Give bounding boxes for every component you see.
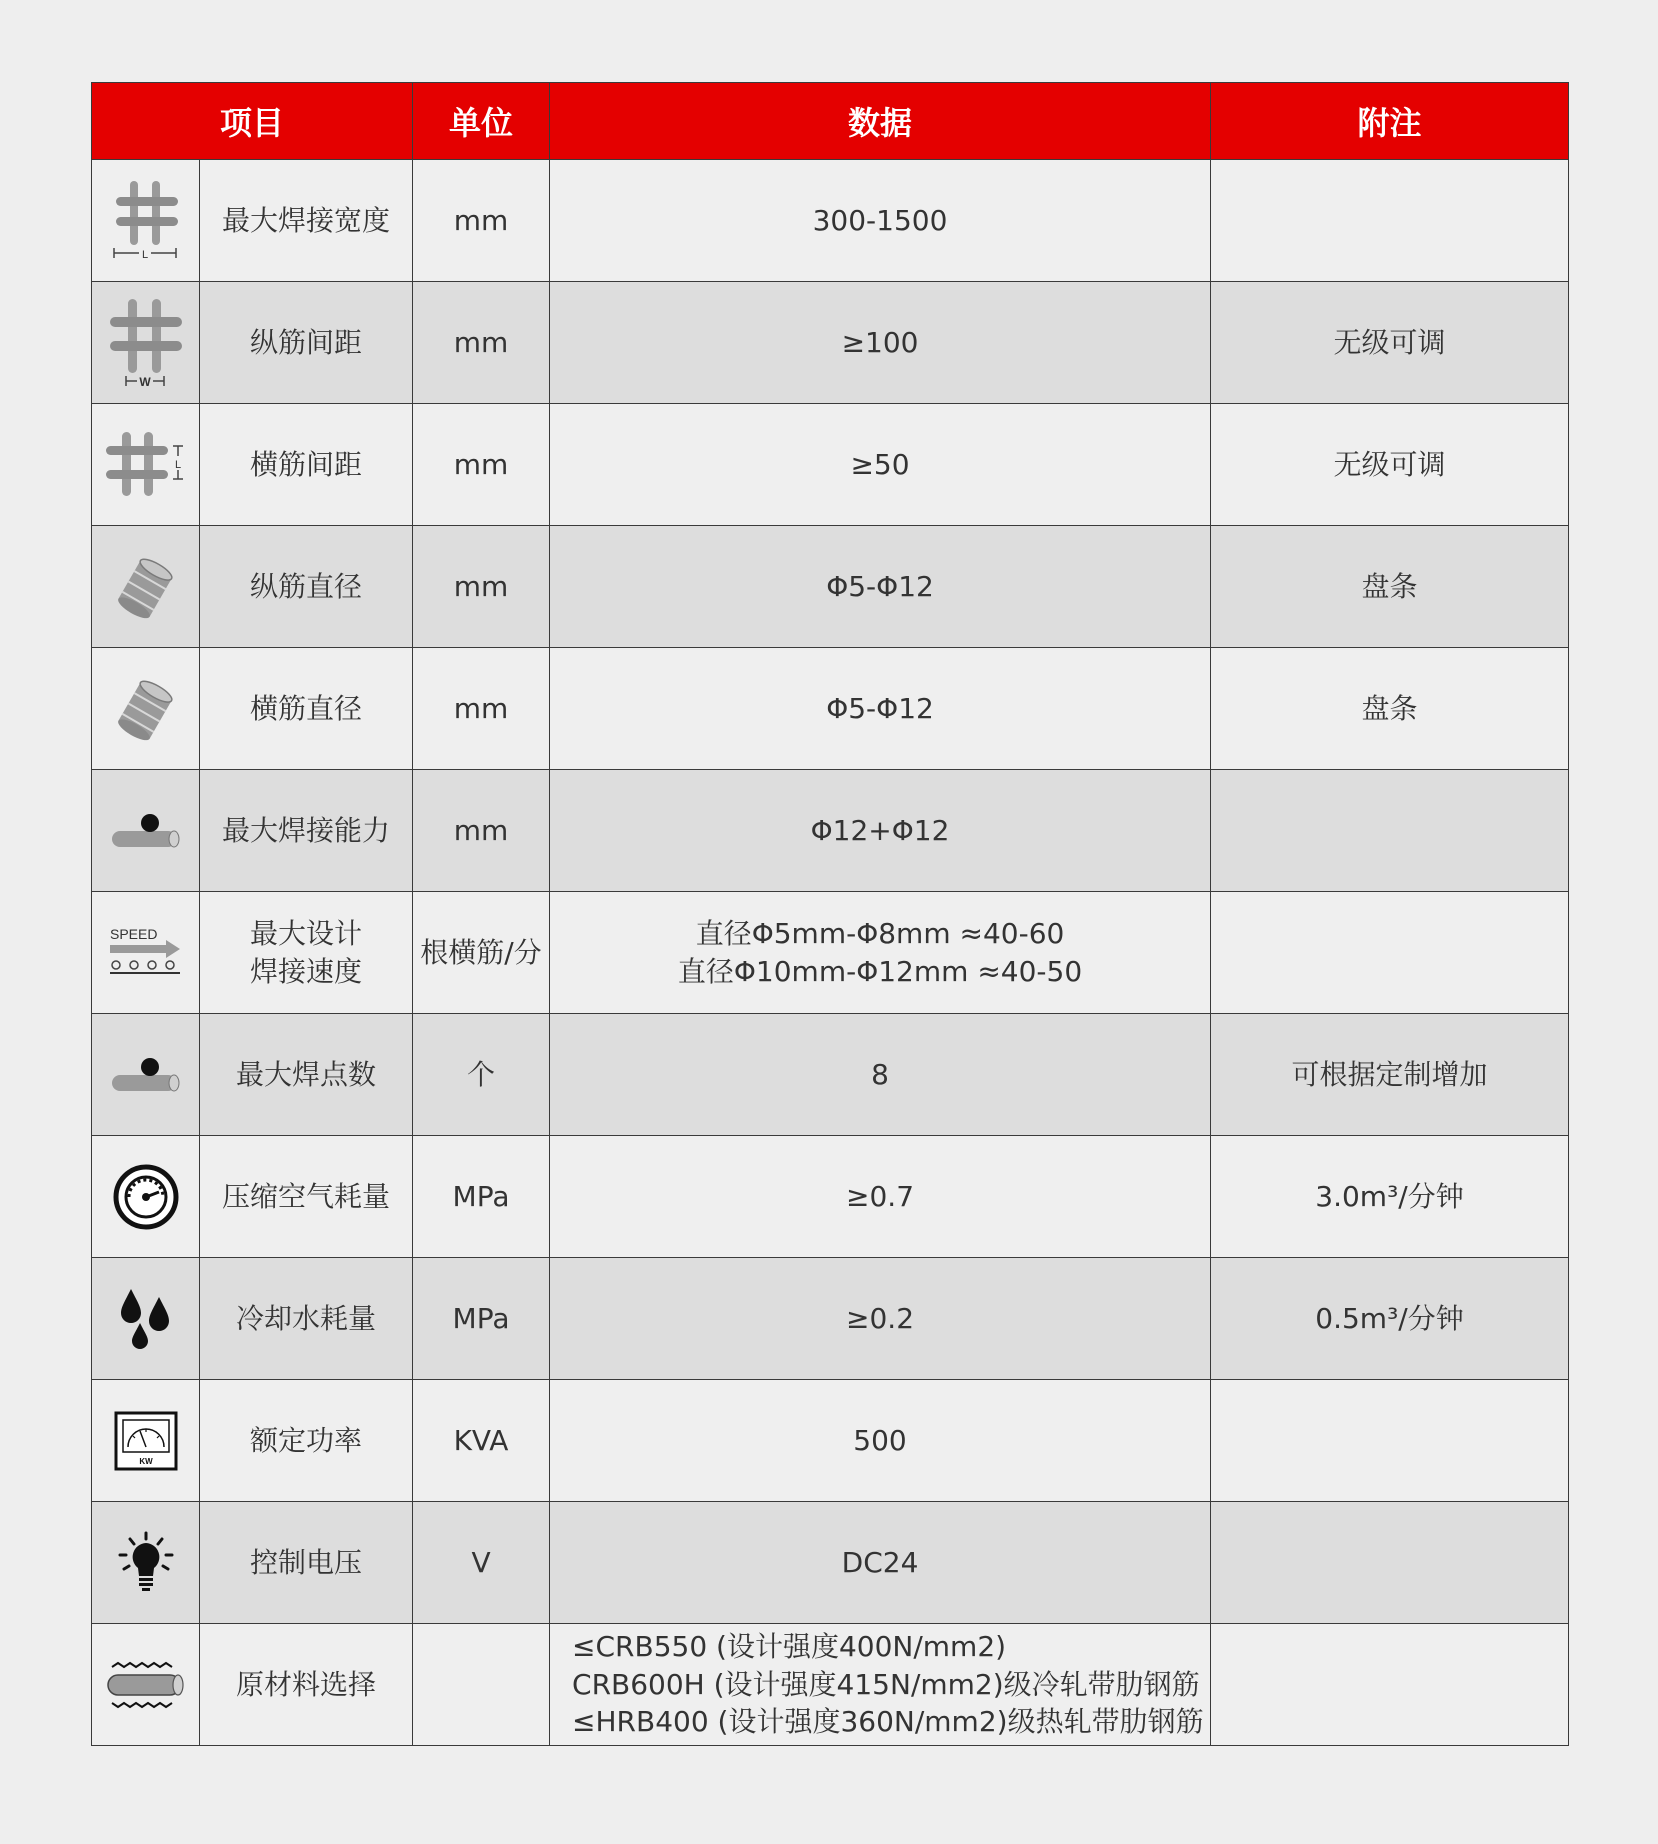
item-label: 横筋直径 xyxy=(200,648,413,770)
table-row xyxy=(92,1502,1569,1624)
coil-icon xyxy=(92,648,200,770)
light-bulb-icon xyxy=(92,1502,200,1624)
note-value xyxy=(1211,892,1569,1014)
unit-value: mm xyxy=(413,770,550,892)
unit-value: mm xyxy=(413,282,550,404)
raw-material-rod-icon xyxy=(92,1624,200,1746)
table-row xyxy=(92,526,1569,648)
table-row xyxy=(92,770,1569,892)
header-data: 数据 xyxy=(550,83,1211,160)
table-row xyxy=(92,1258,1569,1380)
data-line: 直径Φ10mm-Φ12mm ≈40-50 xyxy=(677,954,1083,988)
svg-text:L: L xyxy=(174,458,181,471)
data-value: Φ5-Φ12 xyxy=(550,648,1211,770)
grid-width-icon xyxy=(92,160,200,282)
table-row xyxy=(92,892,1569,1014)
note-value: 无级可调 xyxy=(1211,404,1569,526)
data-value xyxy=(550,892,1211,1014)
svg-text:SPEED: SPEED xyxy=(109,925,157,942)
table-row xyxy=(92,160,1569,282)
svg-text:L: L xyxy=(141,248,148,261)
unit-value xyxy=(413,1624,550,1746)
data-value: ≥100 xyxy=(550,282,1211,404)
item-label-line: 最大设计 xyxy=(250,916,363,950)
unit-value: mm xyxy=(413,526,550,648)
svg-text:W: W xyxy=(138,374,151,389)
water-drops-icon xyxy=(92,1258,200,1380)
pressure-gauge-icon xyxy=(92,1136,200,1258)
coil-icon xyxy=(92,526,200,648)
unit-value: MPa xyxy=(413,1136,550,1258)
header-item: 项目 xyxy=(92,83,413,160)
header-unit: 单位 xyxy=(413,83,550,160)
data-line: 直径Φ5mm-Φ8mm ≈40-60 xyxy=(695,916,1065,950)
item-label: 额定功率 xyxy=(200,1380,413,1502)
note-value: 无级可调 xyxy=(1211,282,1569,404)
unit-value: 个 xyxy=(413,1014,550,1136)
speed-conveyor-icon xyxy=(92,892,200,1014)
unit-value: 根横筋/分 xyxy=(413,892,550,1014)
note-value: 盘条 xyxy=(1211,526,1569,648)
table-row xyxy=(92,404,1569,526)
data-value: DC24 xyxy=(550,1502,1211,1624)
item-label: 原材料选择 xyxy=(200,1624,413,1746)
data-value: 300-1500 xyxy=(550,160,1211,282)
note-value: 盘条 xyxy=(1211,648,1569,770)
data-value: 8 xyxy=(550,1014,1211,1136)
item-label: 控制电压 xyxy=(200,1502,413,1624)
unit-value: mm xyxy=(413,404,550,526)
item-label: 压缩空气耗量 xyxy=(200,1136,413,1258)
data-line: ≤CRB550 (设计强度400N/mm2) xyxy=(572,1629,1007,1663)
data-value: ≥50 xyxy=(550,404,1211,526)
table-row xyxy=(92,1014,1569,1136)
table-row xyxy=(92,1380,1569,1502)
item-label: 冷却水耗量 xyxy=(200,1258,413,1380)
note-value xyxy=(1211,160,1569,282)
note-value xyxy=(1211,1624,1569,1746)
table-row xyxy=(92,282,1569,404)
svg-text:KW: KW xyxy=(138,1456,153,1466)
item-label: 横筋间距 xyxy=(200,404,413,526)
data-value: Φ5-Φ12 xyxy=(550,526,1211,648)
weld-rod-icon xyxy=(92,1014,200,1136)
note-value xyxy=(1211,1380,1569,1502)
data-value xyxy=(550,1624,1211,1746)
note-value: 0.5m³/分钟 xyxy=(1211,1258,1569,1380)
item-label: 最大焊接宽度 xyxy=(200,160,413,282)
item-label: 最大焊点数 xyxy=(200,1014,413,1136)
unit-value: MPa xyxy=(413,1258,550,1380)
power-meter-icon xyxy=(92,1380,200,1502)
item-label-line: 焊接速度 xyxy=(250,954,363,988)
note-value: 可根据定制增加 xyxy=(1211,1014,1569,1136)
note-value: 3.0m³/分钟 xyxy=(1211,1136,1569,1258)
unit-value: mm xyxy=(413,160,550,282)
unit-value: V xyxy=(413,1502,550,1624)
spec-table xyxy=(91,82,1569,1746)
table-header-row xyxy=(92,83,1569,160)
header-note: 附注 xyxy=(1211,83,1569,160)
unit-value: KVA xyxy=(413,1380,550,1502)
table-row xyxy=(92,648,1569,770)
note-value xyxy=(1211,770,1569,892)
data-line: ≤HRB400 (设计强度360N/mm2)级热轧带肋钢筋 xyxy=(572,1705,1204,1739)
data-value: Φ12+Φ12 xyxy=(550,770,1211,892)
item-label: 纵筋间距 xyxy=(200,282,413,404)
data-line: CRB600H (设计强度415N/mm2)级冷轧带肋钢筋 xyxy=(572,1667,1200,1701)
data-value: ≥0.7 xyxy=(550,1136,1211,1258)
data-value: 500 xyxy=(550,1380,1211,1502)
item-label: 纵筋直径 xyxy=(200,526,413,648)
weld-rod-icon xyxy=(92,770,200,892)
data-value: ≥0.2 xyxy=(550,1258,1211,1380)
unit-value: mm xyxy=(413,648,550,770)
item-label: 最大焊接能力 xyxy=(200,770,413,892)
table-row xyxy=(92,1136,1569,1258)
table-row xyxy=(92,1624,1569,1746)
grid-transverse-spacing-icon xyxy=(92,404,200,526)
note-value xyxy=(1211,1502,1569,1624)
grid-longitudinal-spacing-icon xyxy=(92,282,200,404)
item-label xyxy=(200,892,413,1014)
